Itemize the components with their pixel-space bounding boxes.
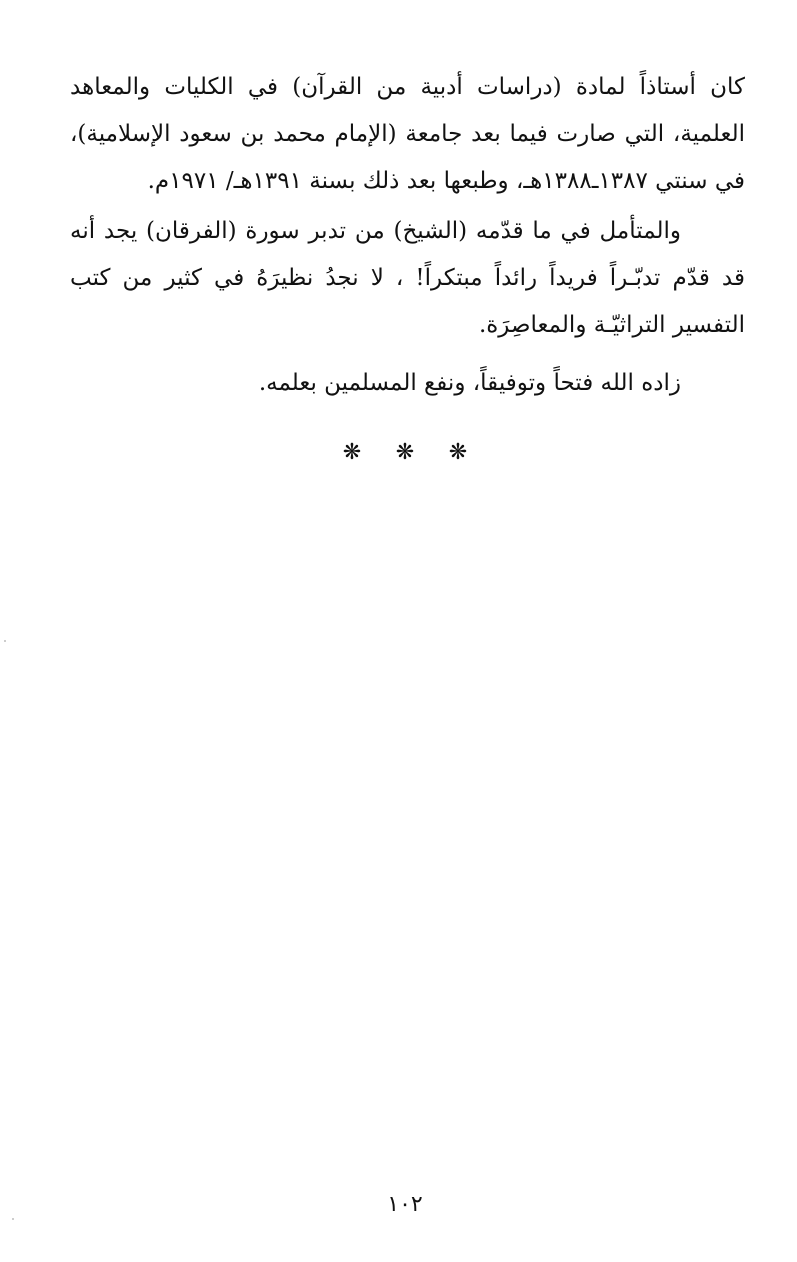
paragraph-1: كان أستاذاً لمادة (دراسات أدبية من القرآن) في الكليات والمعاهد العلمية، التي صارت فيما بعد جامعة (الإمام محمد بن سعود الإسلامية)، في سنتي ١٣٨٧ـ١٣٨٨هـ، وطبعها بعد ذلك بسنة ١٣٩١هـ/ ١٩٧١م. [70, 74, 745, 194]
scan-speck [4, 640, 6, 642]
page-number: ١٠٢ [387, 1192, 423, 1217]
asterism-icon: ❋ [448, 440, 468, 465]
scan-speck [12, 1218, 14, 1220]
asterism-icon: ❋ [342, 440, 362, 465]
paragraph-3: زاده الله فتحاً وتوفيقاً، ونفع المسلمين بعلمه. [258, 370, 681, 396]
paragraph-2: والمتأمل في ما قدّمه (الشيخ) من تدبر سورة (الفرقان) يجد أنه قد قدّم تدبّـراً فريداً رائداً مبتكراً! ، لا نجدُ نظيرَهُ في كثير من كتب التفسير التراثيّـة والمعاصِرَة. [70, 218, 745, 338]
asterism-icon: ❋ [395, 440, 415, 465]
section-separator [340, 440, 470, 465]
